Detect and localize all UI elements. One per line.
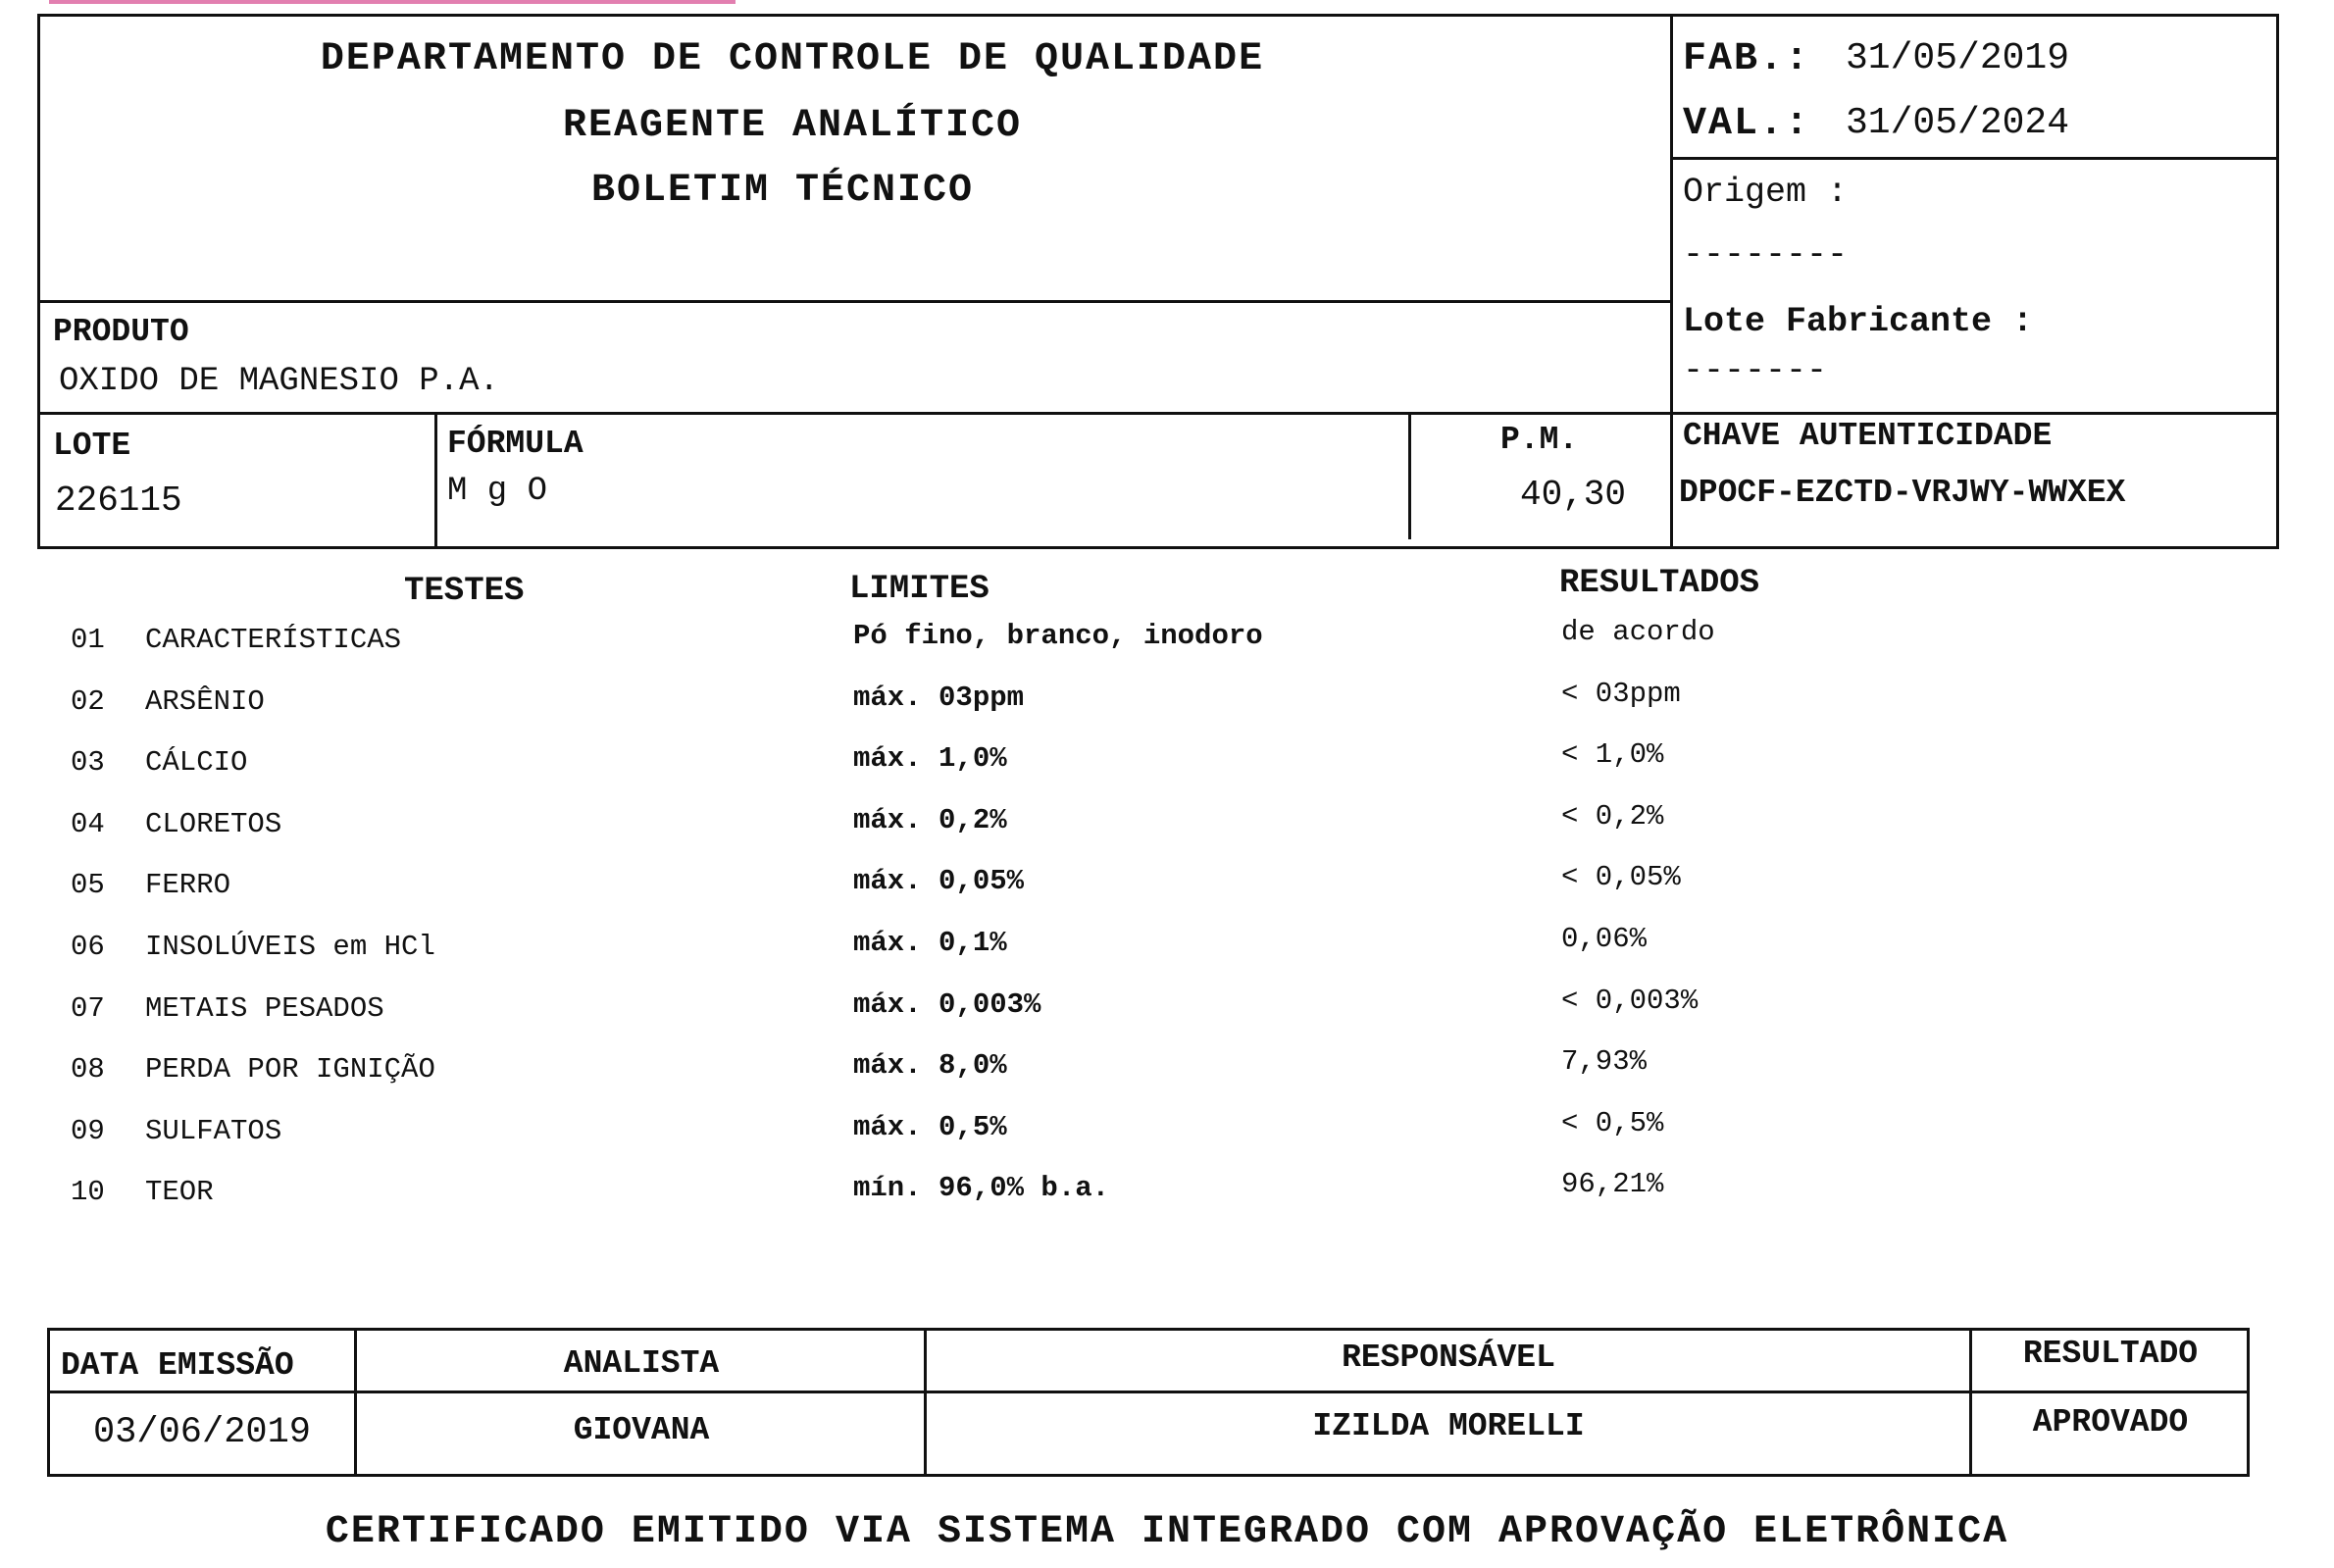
test-limit: máx. 0,05%	[853, 865, 1025, 897]
test-name: METAIS PESADOS	[145, 992, 384, 1025]
lot-divider	[434, 412, 437, 549]
origin-label: Origem :	[1683, 173, 1849, 212]
test-result: < 0,5%	[1561, 1107, 1664, 1139]
issue-date-label: DATA EMISSÃO	[61, 1347, 294, 1384]
limits-column-header: LIMITES	[849, 571, 989, 608]
test-limit: máx. 1,0%	[853, 742, 1007, 775]
val-date: 31/05/2024	[1846, 102, 2070, 144]
origin-value: --------	[1683, 235, 1849, 275]
certificate-note: CERTIFICADO EMITIDO VIA SISTEMA INTEGRADO COM APROVAÇÃO ELETRÔNICA	[325, 1510, 2009, 1554]
test-result: < 03ppm	[1561, 678, 1681, 710]
test-number: 03	[71, 746, 105, 779]
product-label: PRODUTO	[53, 314, 189, 350]
test-result: 7,93%	[1561, 1045, 1648, 1078]
fab-label: FAB.:	[1683, 37, 1811, 81]
product-divider	[37, 412, 2279, 415]
test-name: CARACTERÍSTICAS	[145, 624, 402, 656]
test-name: PERDA POR IGNIÇÃO	[145, 1053, 435, 1086]
tests-column-header: TESTES	[404, 573, 525, 610]
department-title: DEPARTAMENTO DE CONTROLE DE QUALIDADE	[320, 37, 1265, 81]
fab-date: 31/05/2019	[1846, 37, 2070, 79]
test-number: 06	[71, 931, 105, 963]
test-result: 0,06%	[1561, 923, 1648, 955]
top-color-strip	[49, 0, 736, 4]
bulletin-title: BOLETIM TÉCNICO	[590, 169, 975, 213]
test-limit: máx. 0,2%	[853, 804, 1007, 836]
analyst-label: ANALISTA	[563, 1345, 720, 1382]
lot-value: 226115	[55, 481, 182, 521]
test-number: 08	[71, 1053, 105, 1086]
lot-label: LOTE	[53, 428, 131, 464]
test-limit: Pó fino, branco, inodoro	[853, 620, 1263, 652]
test-number: 04	[71, 808, 105, 840]
header-box	[37, 14, 2279, 549]
footer-row-divider	[47, 1391, 2250, 1393]
test-number: 09	[71, 1115, 105, 1147]
title-divider	[37, 300, 1671, 303]
test-name: SULFATOS	[145, 1115, 282, 1147]
test-name: INSOLÚVEIS em HCl	[145, 931, 435, 963]
test-limit: máx. 8,0%	[853, 1049, 1007, 1082]
pm-label: P.M.	[1500, 422, 1579, 458]
pm-value: 40,30	[1520, 475, 1627, 515]
reagent-title: REAGENTE ANALÍTICO	[562, 104, 1023, 148]
val-label: VAL.:	[1683, 102, 1811, 146]
auth-key-value: DPOCF-EZCTD-VRJWY-WWXEX	[1679, 475, 2126, 511]
test-limit: máx. 0,5%	[853, 1111, 1007, 1143]
test-limit: máx. 03ppm	[853, 682, 1025, 714]
dates-divider	[1670, 157, 2279, 160]
result-value: APROVADO	[2032, 1404, 2189, 1441]
test-result: de acordo	[1561, 616, 1715, 648]
manufacturer-lot-label: Lote Fabricante :	[1683, 302, 2034, 341]
formula-divider	[1408, 412, 1411, 539]
responsible-label: RESPONSÁVEL	[1342, 1340, 1555, 1376]
test-number: 10	[71, 1176, 105, 1208]
test-limit: máx. 0,003%	[853, 988, 1041, 1021]
test-name: FERRO	[145, 869, 231, 901]
test-result: 96,21%	[1561, 1168, 1664, 1200]
product-value: OXIDO DE MAGNESIO P.A.	[59, 363, 499, 400]
auth-key-label: CHAVE AUTENTICIDADE	[1683, 418, 2053, 454]
test-name: CLORETOS	[145, 808, 282, 840]
test-result: < 0,05%	[1561, 861, 1681, 893]
test-result: < 0,003%	[1561, 985, 1699, 1017]
test-result: < 1,0%	[1561, 738, 1664, 771]
header-right-divider	[1670, 14, 1673, 549]
results-column-header: RESULTADOS	[1559, 565, 1760, 602]
issue-date-value: 03/06/2019	[92, 1412, 312, 1453]
result-label: RESULTADO	[2022, 1336, 2199, 1372]
test-number: 07	[71, 992, 105, 1025]
formula-label: FÓRMULA	[447, 426, 584, 462]
test-limit: mín. 96,0% b.a.	[853, 1172, 1110, 1204]
test-name: ARSÊNIO	[145, 685, 265, 718]
manufacturer-lot-value: -------	[1683, 351, 1828, 390]
test-number: 01	[71, 624, 105, 656]
test-number: 02	[71, 685, 105, 718]
formula-value: M g O	[447, 473, 548, 510]
test-result: < 0,2%	[1561, 800, 1664, 833]
test-name: CÁLCIO	[145, 746, 248, 779]
responsible-value: IZILDA MORELLI	[1312, 1408, 1585, 1444]
test-number: 05	[71, 869, 105, 901]
test-name: TEOR	[145, 1176, 214, 1208]
test-limit: máx. 0,1%	[853, 927, 1007, 959]
analyst-value: GIOVANA	[573, 1412, 710, 1448]
